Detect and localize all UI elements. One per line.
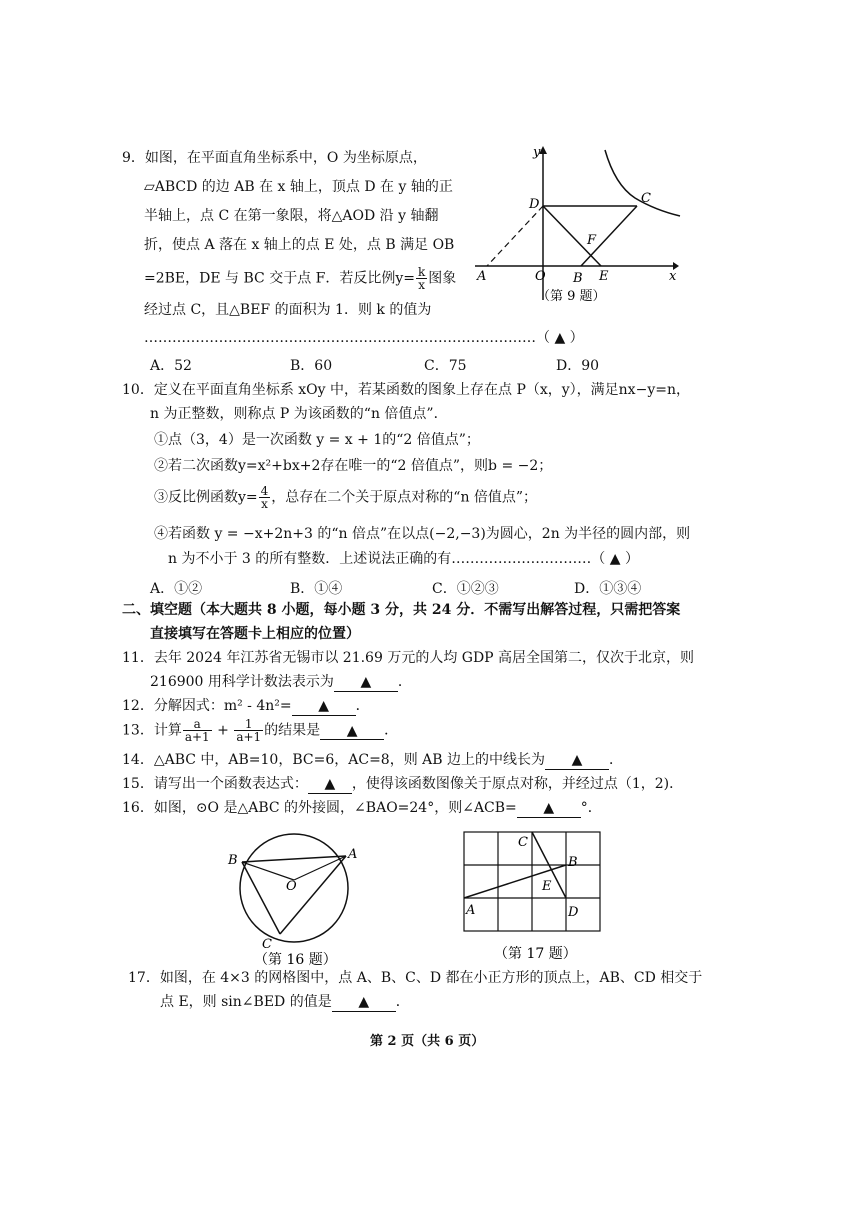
q13-answer-blank: ▲ [320,723,384,741]
q13-frac-1 [183,718,212,743]
q9-line-4: 折，使点 A 落在 x 轴上的点 E 处，点 B 满足 OB [144,237,455,253]
q16-text: 16．如图，⊙O 是△ABC 的外接圆，∠BAO=24°，则∠ACB= [122,800,517,816]
q13-text: 13．计算 [122,722,182,739]
q13-end: ． [384,722,399,739]
page-footer: 第 2 页（共 6 页） [370,1034,485,1049]
q9-k-over-x [416,266,427,291]
q16-label-b: B [228,853,238,868]
q10-line-1: 10．定义在平面直角坐标系 xOy 中，若某函数的图象上存在点 P（x，y），满足nx−y=n， [122,382,690,398]
q9-option-c: C．75 [424,358,467,374]
q12-end: ． [355,698,370,714]
q16-label-a: A [348,847,358,862]
q9-option-d: D．90 [556,358,600,374]
q9-figure [465,140,685,310]
q17-line-1: 17．如图，在 4×3 的网格图中，点 A、B、C、D 都在小正方形的顶点上，AB、CD 相交于 [128,970,703,986]
q17-line-2 [160,994,410,1012]
q17-answer-blank: ▲ [332,994,396,1012]
q10-s3-den: x [261,497,268,511]
q12-text: 12．分解因式：m² - 4n²= [122,698,292,714]
q10-statement-3 [154,485,537,510]
q9-option-b: B．60 [290,358,333,374]
q10-line-2: n 为正整数，则称点 P 为该函数的“n 倍值点”． [150,406,448,422]
q17-label-c: C [518,835,528,850]
q9-label-c: C [641,191,651,206]
q14-end: ． [609,752,624,768]
q9-line-2: ▱ABCD 的边 AB 在 x 轴上，顶点 D 在 y 轴的正 [144,179,453,195]
q16-fig-caption: （第 16 题） [254,952,337,968]
q11-answer-blank: ▲ [334,674,398,692]
q11-end: ． [397,674,412,690]
q11-line-1: 11．去年 2024 年江苏省无锡市以 21.69 万元的人均 GDP 高居全国第二，仅次于北京，则 [122,650,695,666]
q13-frac-2 [234,718,263,743]
q15-end: ，使得该函数图像关于原点对称，并经过点（1，2)． [351,776,684,792]
q13-plus: + [217,722,229,739]
q9-line-5-b: 图象 [428,270,457,287]
q17-label-a: A [466,903,476,918]
q14-line [122,752,623,770]
q10-statement-1: ①点（3，4）是一次函数 y = x + 1的“2 倍值点”； [154,432,480,448]
q15-line [122,776,683,794]
q17-figure [460,830,610,970]
q10-statement-4b: n 为不小于 3 的所有整数．上述说法正确的有…………………………（ ▲ ） [168,551,639,567]
q16-line [122,800,602,818]
q9-label-y: y [533,145,541,160]
q13-f1-num: a [183,718,212,731]
q16-label-o: O [286,879,297,894]
q15-answer-blank: ▲ [308,776,352,794]
q10-statement-4: ④若函数 y = −x+2n+3 的“n 倍点”在以点(−2,−3)为圆心，2n 为半径的圆内部，则 [154,526,691,542]
q11-text: 216900 用科学计数法表示为 [150,674,334,690]
q13-f2-num: 1 [234,718,263,731]
section-2-heading: 二、填空题（本大题共 8 小题，每小题 3 分，共 24 分．不需写出解答过程，只需把答案 [122,602,681,618]
q10-statement-2: ②若二次函数y=x²+bx+2存在唯一的“2 倍值点”，则b = −2； [154,458,553,474]
q14-answer-blank: ▲ [545,752,609,770]
q9-line-5 [144,266,456,291]
q16-figure [222,830,372,970]
q10-option-a: A．①② [150,581,203,597]
q10-option-c: C．①②③ [432,581,499,597]
q9-label-a: A [477,269,487,284]
section-2-heading-2: 直接填写在答题卡上相应的位置） [150,626,360,642]
q9-line-3: 半轴上，点 C 在第一象限，将△AOD 沿 y 轴翻 [144,208,439,224]
q9-label-o: O [535,269,546,284]
q9-line-6: 经过点 C，且△BEF 的面积为 1．则 k 的值为 [144,302,432,318]
q17-label-b: B [568,855,578,870]
q16-answer-blank: ▲ [517,800,581,818]
q17-grid [464,832,600,931]
q9-label-e: E [599,269,609,284]
q9-label-b: B [573,271,583,286]
q16-side-ba [242,856,346,862]
q14-text: 14．△ABC 中，AB=10，BC=6，AC=8，则 AB 边上的中线长为 [122,752,546,768]
q9-option-a: A．52 [150,358,192,374]
q9-line-1: 9．如图，在平面直角坐标系中，O 为坐标原点， [122,150,427,166]
q9-fig-caption: （第 9 题） [537,289,606,304]
q9-segment-da [487,206,543,266]
q15-text: 15．请写出一个函数表达式： [122,776,308,792]
q9-label-d: D [529,197,540,212]
q16-label-c: C [262,937,272,952]
q17-end: ． [395,994,410,1010]
q9-frac-num: k [418,265,426,279]
q9-line-5-y: y= [395,270,416,287]
q12-line [122,698,370,716]
q10-s3-num: 4 [260,484,269,498]
q10-s3-frac [259,485,271,510]
q9-line-5-a: =2BE，DE 与 BC 交于点 F．若反比例 [144,270,396,287]
q16-end: °． [580,800,602,816]
q11-line-2 [150,674,412,692]
q9-label-f: F [587,233,597,248]
q13-f2-den: a+1 [236,730,262,744]
q9-label-x: x [669,269,677,284]
q17-label-d: D [568,905,579,920]
q12-answer-blank: ▲ [292,698,356,716]
q17-label-e: E [542,879,552,894]
q9-dots: …………………………………………………………………………（ ▲ ） [144,330,584,346]
q17-text: 点 E，则 sin∠BED 的值是 [160,994,332,1010]
q10-option-d: D．①③④ [574,581,642,597]
q10-s3-a: ③反比例函数y= [154,489,258,506]
q10-s3-b: ，总存在二个关于原点对称的“n 倍值点”； [271,489,538,506]
q9-frac-den: x [418,278,426,292]
q13-line [122,718,398,743]
q16-segment-ao [294,856,346,880]
q13-text-b: 的结果是 [264,722,321,739]
q13-f1-den: a+1 [184,730,210,744]
q17-fig-caption: （第 17 题） [494,946,577,962]
q10-option-b: B．①④ [290,581,343,597]
